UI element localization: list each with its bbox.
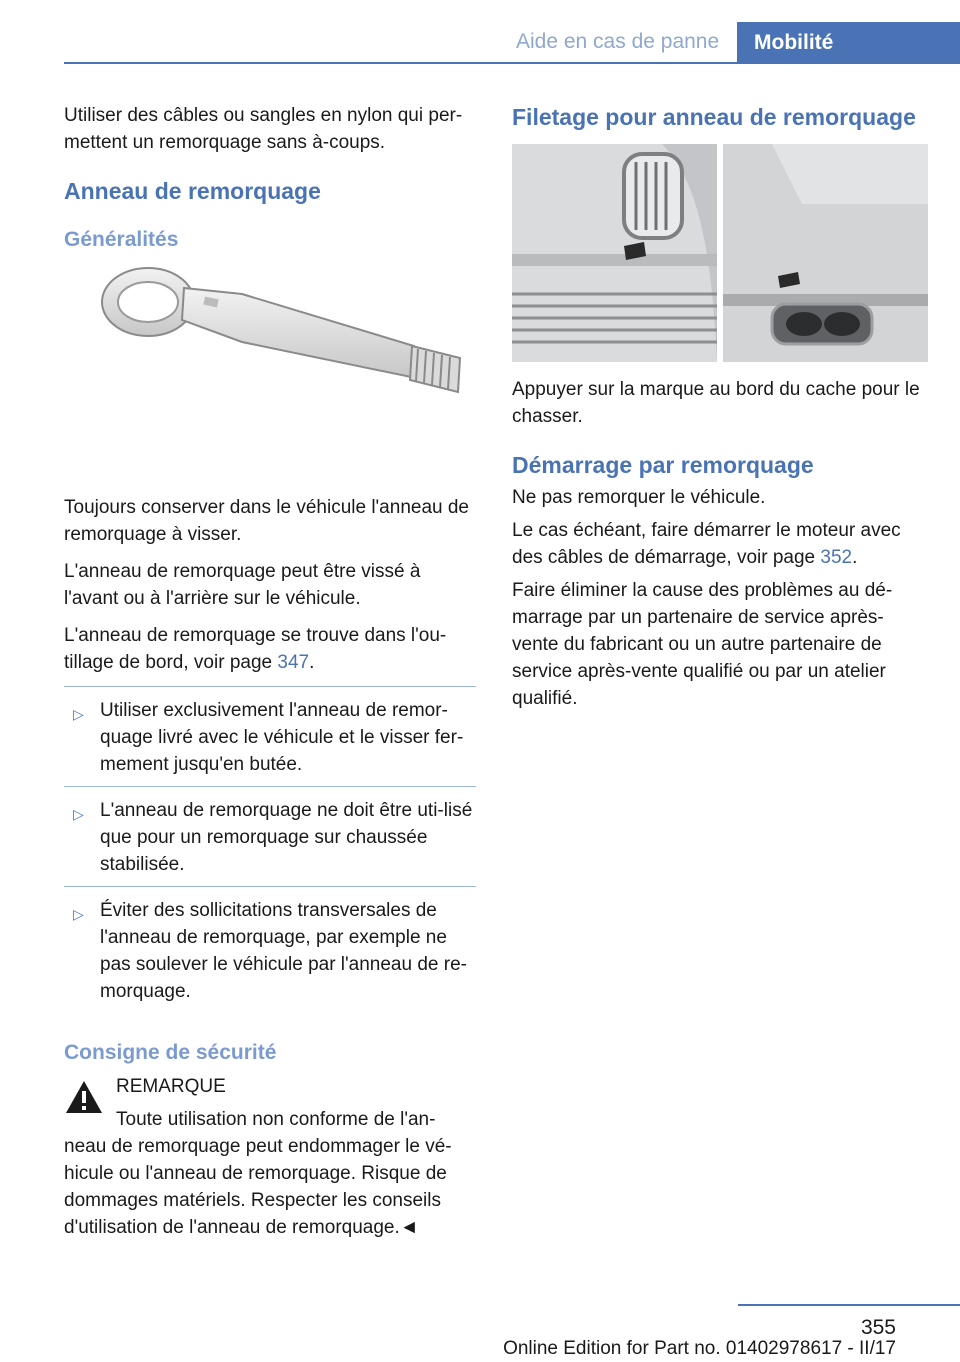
intro-text: Utiliser des câbles ou sangles en nylon qui per‐mettent un remorquage sans à-coups. <box>64 105 463 153</box>
list-item <box>64 787 476 887</box>
triangle-bullet-icon: ▷ <box>73 706 84 722</box>
tow-eye-image <box>64 258 476 492</box>
heading-filetage: Filetage pour anneau de remorquage <box>512 104 916 130</box>
paragraph-faire: Faire éliminer la cause des problèmes au dé‐marrage par un partenaire de service après-vente du fabricant ou un autre partenaire de service après-vente qualifié ou par un atelier qualifié. <box>512 580 893 709</box>
warning-text <box>64 1106 476 1241</box>
page-link-347[interactable]: 347 <box>277 652 310 673</box>
triangle-bullet-icon: ▷ <box>73 806 84 822</box>
paragraph-visse: L'anneau de remorquage peut être vissé à l'avant ou à l'arrière sur le véhicule. <box>64 561 421 609</box>
heading-generalites: Généralités <box>64 228 179 251</box>
paragraph-outillage <box>64 622 476 676</box>
footer-rule <box>738 1304 960 1306</box>
paragraph-cas-end: . <box>852 547 858 568</box>
triangle-bullet-icon: ▷ <box>73 906 84 922</box>
list-item-text: L'anneau de remorquage ne doit être uti‐lisé que pour un remorquage sur chaussée stabilisée. <box>100 800 473 875</box>
paragraph-ne-pas: Ne pas remorquer le véhicule. <box>512 487 766 508</box>
bumper-illustration <box>512 144 928 362</box>
edition-text: Online Edition for Part no. 01402978617 - II/17 <box>503 1338 896 1359</box>
heading-demarrage: Démarrage par remorquage <box>512 452 814 478</box>
paragraph-cas <box>512 517 928 571</box>
page-link-352[interactable]: 352 <box>820 547 853 568</box>
paragraph-outillage-text: L'anneau de remorquage se trouve dans l'ou‐tillage de bord, voir page <box>64 625 447 673</box>
heading-anneau: Anneau de remorquage <box>64 178 321 204</box>
paragraph-conserver: Toujours conserver dans le véhicule l'anneau de remorquage à visser. <box>64 497 469 545</box>
paragraph-outillage-end: . <box>309 652 315 673</box>
warning-icon <box>64 1079 104 1115</box>
safety-notice <box>64 1073 476 1100</box>
tow-eye-illustration <box>64 258 476 492</box>
header-tab-label: Mobilité <box>754 31 834 54</box>
heading-consigne: Consigne de sécurité <box>64 1041 277 1064</box>
bumper-image <box>512 144 928 362</box>
instructions-list <box>64 686 476 1013</box>
paragraph-appuyer: Appuyer sur la marque au bord du cache pour le chasser. <box>512 379 920 427</box>
page-number: 355 <box>860 1316 896 1339</box>
warning-title: REMARQUE <box>116 1076 226 1097</box>
list-item <box>64 687 476 787</box>
list-item <box>64 887 476 1013</box>
right-column <box>512 102 928 722</box>
warning-text-content: Toute utilisation non conforme de l'an‐neau de remorquage peut endommager le vé‐hicule ou l'anneau de remorquage. Risque de dommages matériels. Respecter les conseils d'utilisation de l'anneau de remorquage.◄ <box>64 1109 452 1238</box>
header-tab-mobilite[interactable] <box>737 22 960 64</box>
header-section-title[interactable]: Aide en cas de panne <box>516 30 720 53</box>
paragraph-cas-text: Le cas échéant, faire démarrer le moteur avec des câbles de démarrage, voir page <box>512 520 901 568</box>
list-item-text: Éviter des sollicitations transversales de l'anneau de remorquage, par exemple ne pas soulever le véhicule par l'anneau de re‐morquage. <box>100 900 467 1002</box>
list-item-text: Utiliser exclusivement l'anneau de remor‐quage livré avec le véhicule et le visser fer‐mement jusqu'en butée. <box>100 700 464 775</box>
left-column <box>64 102 476 1251</box>
